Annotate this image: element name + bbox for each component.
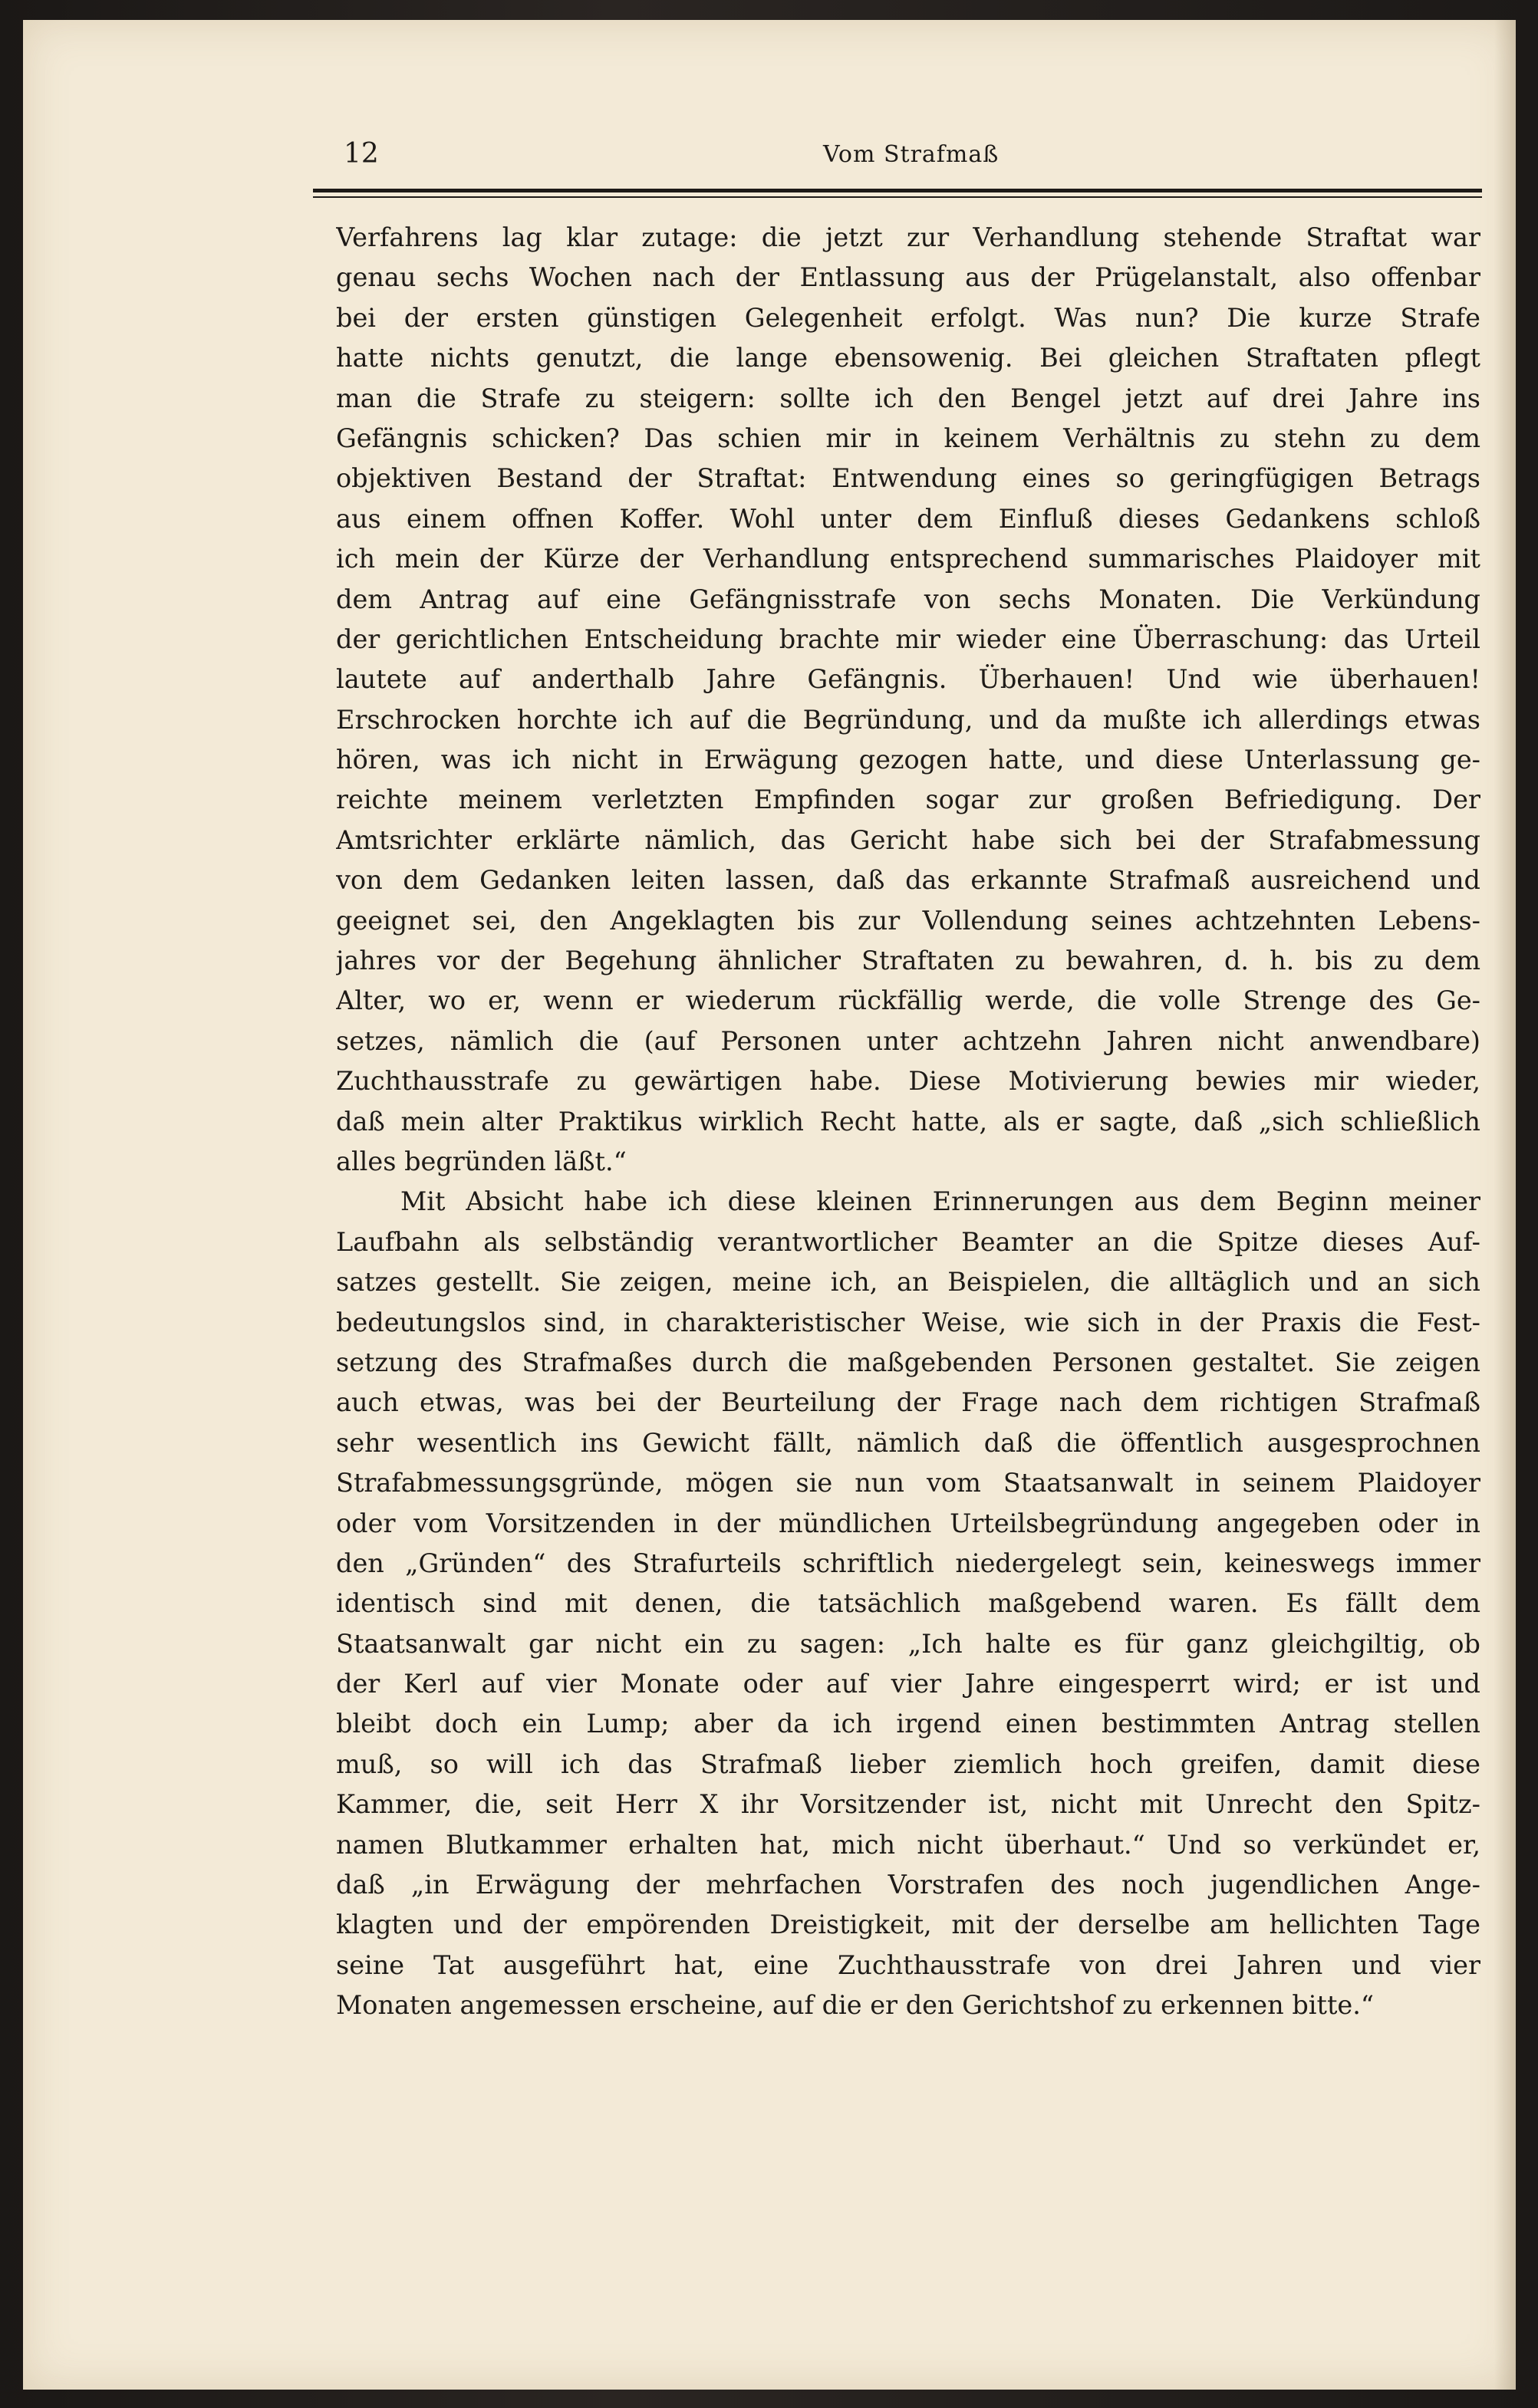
text-line: alles begründen läßt.“ [336, 1146, 627, 1176]
text-line: Amtsrichter erklärte nämlich, das Gericht habe sich bei der Strafabmessung [336, 824, 1480, 855]
text-line: Laufbahn als selbständig verantwortlicher Beamter an die Spitze dieses Auf- [336, 1226, 1480, 1257]
page-number: 12 [344, 138, 379, 169]
text-line: setzung des Strafmaßes durch die maßgebenden Personen gestaltet. Sie zeigen [336, 1347, 1480, 1377]
text-line: hatte nichts genutzt, die lange ebensowenig. Bei gleichen Straftaten pflegt [336, 343, 1480, 373]
running-title: Vom Strafmaß [823, 141, 1000, 168]
text-line: daß mein alter Praktikus wirklich Recht hatte, als er sagte, daß „sich schließlich [336, 1106, 1480, 1137]
text-line: von dem Gedanken leiten lassen, daß das erkannte Strafmaß ausreichend und [336, 865, 1480, 896]
text-line: genau sechs Wochen nach der Entlassung aus der Prügelanstalt, also offenbar [336, 262, 1480, 293]
text-line: Staatsanwalt gar nicht ein zu sagen: „Ich halte es für ganz gleichgiltig, ob [336, 1628, 1480, 1659]
text-line: der Kerl auf vier Monate oder auf vier Jahre eingesperrt wird; er ist und [336, 1669, 1480, 1699]
page-header [313, 132, 1482, 178]
text-line: Zuchthausstrafe zu gewärtigen habe. Diese Motivierung bewies mir wieder, [336, 1066, 1480, 1097]
text-line: satzes gestellt. Sie zeigen, meine ich, an Beispielen, die alltäglich und an sich [336, 1267, 1480, 1298]
text-line: jahres vor der Begehung ähnlicher Straftaten zu bewahren, d. h. bis zu dem [336, 946, 1480, 976]
text-line: lautete auf anderthalb Jahre Gefängnis. Überhauen! Und wie überhauen! [336, 664, 1480, 695]
header-rule-thick [313, 189, 1482, 192]
text-line: ich mein der Kürze der Verhandlung entsprechend summarisches Plaidoyer mit [336, 544, 1480, 574]
text-line: Verfahrens lag klar zutage: die jetzt zur Verhandlung stehende Straftat war [336, 222, 1480, 252]
paragraph [336, 1182, 1480, 2025]
text-line: Alter, wo er, wenn er wiederum rückfällig werde, die volle Strenge des Ge- [336, 985, 1480, 1016]
text-line: muß, so will ich das Strafmaß lieber ziemlich hoch greifen, damit diese [336, 1748, 1480, 1779]
text-line: hören, was ich nicht in Erwägung gezogen hatte, und diese Unterlassung ge- [336, 745, 1480, 775]
text-line: identisch sind mit denen, die tatsächlich maßgebend waren. Es fällt dem [336, 1588, 1480, 1619]
text-line: objektiven Bestand der Straftat: Entwendung eines so geringfügigen Betrags [336, 463, 1480, 494]
text-line: Kammer, die, seit Herr X ihr Vorsitzender ist, nicht mit Unrecht den Spitz- [336, 1789, 1480, 1820]
text-line: daß „in Erwägung der mehrfachen Vorstrafen des noch jugendlichen Ange- [336, 1870, 1480, 1900]
text-line: reichte meinem verletzten Empfinden sogar zur großen Befriedigung. Der [336, 785, 1480, 815]
text-line: bei der ersten günstigen Gelegenheit erfolgt. Was nun? Die kurze Strafe [336, 302, 1480, 333]
text-line: der gerichtlichen Entscheidung brachte mir wieder eine Überraschung: das Urteil [336, 623, 1480, 654]
text-line: den „Gründen“ des Strafurteils schriftlich niedergelegt sein, keineswegs immer [336, 1548, 1480, 1578]
text-line: sehr wesentlich ins Gewicht fällt, nämlich daß die öffentlich ausgesprochnen [336, 1427, 1480, 1458]
text-line: man die Strafe zu steigern: sollte ich den Bengel jetzt auf drei Jahre ins [336, 383, 1480, 413]
text-line: geeignet sei, den Angeklagten bis zur Vollendung seines achtzehnten Lebens- [336, 905, 1480, 936]
text-line: bedeutungslos sind, in charakteristischer Weise, wie sich in der Praxis die Fest- [336, 1307, 1480, 1337]
header-rule-thin [313, 196, 1482, 198]
text-line: namen Blutkammer erhalten hat, mich nicht überhaut.“ Und so verkündet er, [336, 1829, 1480, 1860]
text-line: Gefängnis schicken? Das schien mir in keinem Verhältnis zu stehn zu dem [336, 423, 1480, 453]
text-line: seine Tat ausgeführt hat, eine Zuchthausstrafe von drei Jahren und vier [336, 1949, 1480, 1980]
text-line: Monaten angemessen erscheine, auf die er den Gerichtshof zu erkennen bitte.“ [336, 1990, 1375, 2021]
text-line: Strafabmessungsgründe, mögen sie nun vom Staatsanwalt in seinem Plaidoyer [336, 1468, 1480, 1498]
text-line: klagten und der empörenden Dreistigkeit, mit der derselbe am hellichten Tage [336, 1910, 1480, 1940]
text-line: oder vom Vorsitzenden in der mündlichen Urteilsbegründung angegeben oder in [336, 1508, 1480, 1538]
text-line: auch etwas, was bei der Beurteilung der Frage nach dem richtigen Strafmaß [336, 1387, 1480, 1418]
text-line: bleibt doch ein Lump; aber da ich irgend einen bestimmten Antrag stellen [336, 1709, 1480, 1739]
page-edge-shadow [1494, 20, 1516, 2390]
text-line: Erschrocken horchte ich auf die Begründung, und da mußte ich allerdings etwas [336, 704, 1480, 735]
body-text [336, 218, 1480, 2026]
text-line: aus einem offnen Koffer. Wohl unter dem Einfluß dieses Gedankens schloß [336, 503, 1480, 534]
paragraph [336, 218, 1480, 1182]
text-line: setzes, nämlich die (auf Personen unter achtzehn Jahren nicht anwendbare) [336, 1025, 1480, 1056]
text-line: dem Antrag auf eine Gefängnisstrafe von sechs Monaten. Die Verkündung [336, 584, 1480, 614]
text-line: Mit Absicht habe ich diese kleinen Erinnerungen aus dem Beginn meiner [400, 1186, 1480, 1217]
